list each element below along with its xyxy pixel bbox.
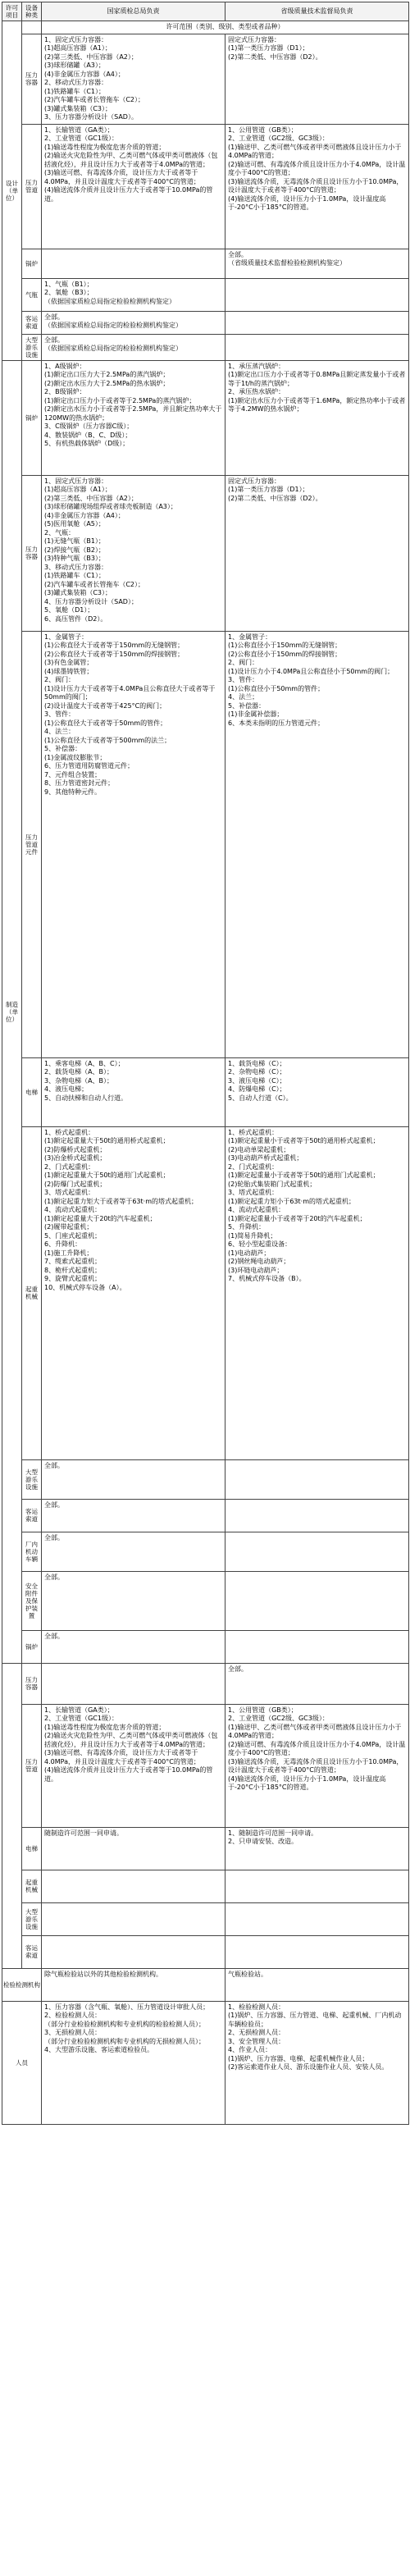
scope-line: 4、大型游乐设施、客运索道检验员。 xyxy=(44,2046,154,2053)
scope-line: 2、工业管道（GC2级、GC3级）： xyxy=(228,1715,329,1722)
provincial-cell xyxy=(226,124,409,249)
scope-line: 7、机械式停车设备（B）。 xyxy=(228,1275,306,1282)
scope-line: (1)额定起重量小于或者等于50t的通用桥式起重机； xyxy=(228,1137,380,1144)
scope-line: 4、流动式起重机： xyxy=(228,1206,285,1213)
scope-line: 1、乘客电梯（A、B、C）； xyxy=(44,1059,125,1067)
scope-line: (3)输送可燃、有毒流体介质，设计压力大于或者等于4.0MPa，并且设计温度大于或者等于400°C的管道； xyxy=(44,1749,200,1765)
scope-line: 2、移动式压力容器： xyxy=(44,79,108,86)
scope-line: (3)球形储罐现场组焊或者球壳板制造（A3）； xyxy=(44,503,177,510)
scope-line: 2、只申请安装、改造。 xyxy=(228,1838,298,1845)
scope-line: (5)医用氧舱（A5）； xyxy=(44,520,105,528)
scope-line: (4)输送流体介质，设计压力小于1.0MPa，设计温度高于-20°C小于185°C的管道。 xyxy=(228,1774,386,1791)
scope-line: (1)输送甲、乙类可燃气体或者甲类可燃液体且设计压力小于4.0MPa的管道； xyxy=(228,143,402,159)
scope-line: （部分行业检验检测机构和专业机构的无损检测人员）； xyxy=(44,2037,205,2045)
scope-line: 1、随制造许可范围一同申请。 xyxy=(228,1829,318,1837)
scope-line: 5、补偿器： xyxy=(44,745,82,752)
scope-line: (1)设计压力小于4.0MPa且公称直径小于50mm的阀门； xyxy=(228,667,394,675)
scope-line: (2)钢丝绳电动葫芦； xyxy=(228,1258,290,1265)
scope-line: 全部。 xyxy=(228,250,248,258)
project-inspection: 检验检测机构 xyxy=(2,1968,42,2001)
table-row xyxy=(2,1459,409,1499)
scope-line: 随制造许可范围一同申请。 xyxy=(44,1829,123,1837)
national-cell xyxy=(42,1935,226,1968)
header-national: 国家质检总局负责 xyxy=(42,2,226,21)
scope-line: 2、门式起重机： xyxy=(44,1162,95,1171)
scope-line: (2)第三类低、中压容器（A2）； xyxy=(44,494,138,502)
scope-line: (3)输送流体介质，无毒流体介质且设计压力小于10.0MPa，设计温度大于或者等于400°C的管道； xyxy=(228,1757,403,1774)
table-row xyxy=(2,21,409,34)
table-row xyxy=(2,1870,409,1902)
equipment-label: 锅炉 xyxy=(22,1630,42,1663)
equipment-label: 客运索道 xyxy=(22,1499,42,1532)
national-cell xyxy=(42,2001,226,2124)
scope-line: 1、固定式压力容器： xyxy=(44,35,108,43)
scope-header: 许可范围（类别、级别、类型或者品种） xyxy=(42,21,409,34)
scope-line: (1)施工升降机； xyxy=(44,1249,93,1257)
national-cell xyxy=(42,1499,226,1532)
scope-line: 6、轻小型起重设备： xyxy=(228,1240,292,1248)
scope-line: （依据国家质检总局指定的检验检测机构鉴定） xyxy=(44,322,182,329)
national-cell xyxy=(42,475,226,631)
equipment-label: 安全附件及保护装置 xyxy=(22,1571,42,1630)
scope-line: 3、管件： xyxy=(44,710,75,718)
scope-line: 1、检验检测人员： xyxy=(228,2003,285,2011)
table-row xyxy=(2,334,409,360)
table-row xyxy=(2,1827,409,1870)
scope-line: (1)超高压容器（A1）； xyxy=(44,486,112,493)
scope-line: 4、液压电梯； xyxy=(44,1085,89,1093)
table-row xyxy=(2,278,409,311)
scope-line: 全部。 xyxy=(44,1573,64,1581)
provincial-cell xyxy=(226,2001,409,2124)
scope-line: 1、桥式起重机： xyxy=(44,1128,95,1136)
scope-line: (1)铁路罐车（C1）； xyxy=(44,572,106,579)
scope-line: 3、杂物电梯（A、B）； xyxy=(44,1076,114,1085)
national-cell xyxy=(42,124,226,249)
scope-line: （依据国家质检总局指定的检验检测机构鉴定） xyxy=(44,345,182,352)
scope-line: (2)焊接气瓶（B2）； xyxy=(44,546,105,554)
scope-line: 1、长输管道（GA类）； xyxy=(44,1706,114,1714)
provincial-cell xyxy=(226,1499,409,1532)
scope-line: (2)第二类低、中压容器（D2）。 xyxy=(228,494,322,502)
provincial-cell xyxy=(226,1663,409,1704)
scope-line: 全部。 xyxy=(44,1500,64,1509)
national-cell xyxy=(42,1663,226,1704)
equipment-label: 厂内机动车辆 xyxy=(22,1532,42,1571)
scope-line: (1)额定起重力矩小于63t·m的塔式起重机； xyxy=(228,1197,355,1205)
provincial-cell xyxy=(226,1630,409,1663)
scope-line: (1)设计压力大于或者等于4.0MPa且公称直径大于或者等于50mm的阀门； xyxy=(44,684,216,701)
scope-line: 2、杂物电梯（C）； xyxy=(228,1068,286,1076)
table-row xyxy=(2,1057,409,1126)
national-cell xyxy=(42,334,226,360)
scope-line: (1)铁路罐车（C1）； xyxy=(44,87,106,95)
scope-line: 9、旋臂式起重机； xyxy=(44,1275,102,1282)
scope-line: (1)简易升降机； xyxy=(228,1231,277,1240)
scope-line: 1、固定式压力容器： xyxy=(44,477,108,485)
scope-line: 2、门式起重机： xyxy=(228,1162,279,1171)
scope-line: 4、流动式起重机： xyxy=(44,1206,102,1213)
scope-line: (1)输送甲、乙类可燃气体或者甲类可燃液体且设计压力小于4.0MPa的管道； xyxy=(228,1723,402,1739)
scope-line: (4)非金属压力容器（A4）； xyxy=(44,70,125,78)
table-row xyxy=(2,475,409,631)
scope-line: (2)防爆桥式起重机； xyxy=(44,1145,107,1153)
scope-line: (3)特种气瓶（B3）； xyxy=(44,555,105,562)
scope-line: 2、承压热水锅炉： xyxy=(228,388,285,395)
table-row xyxy=(2,1704,409,1827)
equipment-label: 压力管道元件 xyxy=(22,631,42,1057)
scope-line: (1)输送毒性程度为极度危害介质的管道； xyxy=(44,143,166,151)
national-cell xyxy=(42,1126,226,1459)
national-cell xyxy=(42,1704,226,1827)
scope-line: (2)设计温度大于或者等于425°C的阀门； xyxy=(44,701,166,710)
scope-line: 5、有机热载体锅炉（D级）； xyxy=(44,440,130,447)
scope-line: (3)输送可燃、有毒流体介质，设计压力大于或者等于4.0MPa，并且设计温度大于或者等于400°C的管道； xyxy=(44,169,200,185)
scope-line: 4、作业人员： xyxy=(228,2046,272,2053)
scope-line: 全部。 xyxy=(228,1665,248,1673)
national-cell xyxy=(42,1571,226,1630)
scope-line: (2)第三类低、中压容器（A2）； xyxy=(44,53,138,61)
scope-line: (2)轮胎式集装箱门式起重机； xyxy=(228,1180,317,1188)
scope-line: (3)环链电动葫芦； xyxy=(228,1266,284,1274)
scope-line: (4)输送流体介质，设计压力小于1.0MPa，设计温度高于-20°C小于185°C的管道。 xyxy=(228,194,386,211)
national-cell xyxy=(42,1968,226,2001)
equipment-label: 压力容器 xyxy=(22,475,42,631)
scope-line: 5、升降机： xyxy=(228,1223,266,1231)
scope-line: 2、无损检测人员： xyxy=(228,2029,285,2036)
scope-line: 2、载货电梯（A、B）； xyxy=(44,1068,114,1076)
national-cell xyxy=(42,1870,226,1902)
table-row xyxy=(2,1630,409,1663)
scope-line: 1、气瓶（B1）； xyxy=(44,280,93,288)
scope-line: 2、工业管道（GC1级）： xyxy=(44,135,118,142)
equipment-label: 锅炉 xyxy=(22,249,42,278)
header-provincial: 省级质量技术监督局负责 xyxy=(226,2,409,21)
provincial-cell xyxy=(226,334,409,360)
scope-line: 2、氧舱（B3）； xyxy=(44,289,93,296)
scope-line: (2)客运索道作业人员、游乐设施作业人员、安装人员。 xyxy=(228,2063,389,2071)
scope-line: （依据国家质检总局指定检验检测机构鉴定） xyxy=(44,297,175,305)
table-row xyxy=(2,311,409,334)
provincial-cell xyxy=(226,1870,409,1902)
scope-line: 固定式压力容器： xyxy=(228,477,280,485)
scope-line: (1)额定起重力矩大于或者等于63t·m的塔式起重机； xyxy=(44,1197,198,1205)
provincial-cell xyxy=(226,475,409,631)
scope-line: 3、C级锅炉（压力容器C级）； xyxy=(44,422,134,430)
scope-line: 1、桥式起重机： xyxy=(228,1128,279,1136)
scope-line: （省级质量技术监督检验检测机构鉴定） xyxy=(228,259,346,267)
national-cell xyxy=(42,1459,226,1499)
scope-line: 2、工业管道（GC2级、GC3级）： xyxy=(228,135,329,142)
scope-line: 固定式压力容器： xyxy=(228,35,280,43)
scope-line: 全部。 xyxy=(44,1461,64,1469)
equipment-label: 电梯 xyxy=(22,1057,42,1126)
provincial-cell xyxy=(226,360,409,475)
scope-line: 5、补偿器： xyxy=(228,701,266,710)
scope-line: 1、压力容器（含气瓶、氧舱）、压力管道设计审批人员； xyxy=(44,2003,210,2011)
scope-line: 5、自动人行道（C）。 xyxy=(228,1094,293,1102)
scope-line: (1)输送毒性程度为极度危害介质的管道； xyxy=(44,1723,166,1731)
equipment-label: 大型游乐设施 xyxy=(22,1902,42,1935)
table-row xyxy=(2,1499,409,1532)
national-cell xyxy=(42,34,226,124)
scope-line: 1、A级锅炉： xyxy=(44,362,86,370)
equipment-label: 压力容器 xyxy=(22,1663,42,1704)
equipment-label: 压力管道 xyxy=(22,1704,42,1827)
scope-line: (1)无缝气瓶（B1）； xyxy=(44,537,105,545)
scope-line: 3、液压电梯（C）； xyxy=(228,1076,286,1085)
scope-line: (2)输送可燃、有毒流体介质且设计压力小于4.0MPa，设计温度小于400°C的管道； xyxy=(228,1740,406,1756)
provincial-cell xyxy=(226,631,409,1057)
scope-line: (1)非金属补偿器； xyxy=(228,710,284,718)
scope-line: 4、法兰； xyxy=(228,693,259,701)
project-manufacture: 制造（单位） xyxy=(2,360,22,1663)
scope-line: 3、移动式压力容器： xyxy=(44,563,108,571)
equipment-label: 气瓶 xyxy=(22,278,42,311)
equipment-label: 压力容器 xyxy=(22,34,42,124)
scope-line: (1)超高压容器（A1）； xyxy=(44,44,112,52)
scope-line: (1)锅炉、压力容器、压力管道、电梯、起重机械、厂内机动车辆检验员； xyxy=(228,2012,402,2028)
scope-line: (3)输送流体介质，无毒流体介质且设计压力小于10.0MPa，设计温度大于或者等于400°C的管道； xyxy=(228,177,403,194)
scope-line: 3、管件： xyxy=(228,676,259,683)
national-cell xyxy=(42,249,226,278)
scope-line: 1、公用管道（GB类）； xyxy=(228,1706,298,1714)
provincial-cell xyxy=(226,311,409,334)
scope-line: 2、B级锅炉： xyxy=(44,388,86,395)
scope-line: 4、压力容器分析设计（SAD）； xyxy=(44,597,138,605)
table-row xyxy=(2,34,409,124)
scope-line: (2)履带起重机； xyxy=(44,1223,93,1231)
scope-line: (1)额定出口压力小于或者等于2.5MPa的蒸汽锅炉； xyxy=(44,396,196,404)
national-cell xyxy=(42,311,226,334)
scope-line: 全部。 xyxy=(44,1632,64,1640)
scope-line: 6、高压管件（D2）。 xyxy=(44,614,107,623)
scope-line: 4、法兰： xyxy=(44,728,75,735)
scope-line: 3、安全管理人员： xyxy=(228,2037,285,2045)
scope-line: 除气瓶检验站以外的其他检验检测机构。 xyxy=(44,1970,162,1978)
provincial-cell xyxy=(226,1935,409,1968)
scope-line: (2)额定出水压力大于2.5MPa的热水锅炉； xyxy=(44,379,170,387)
scope-line: (1)公称直径大于或者等于150mm的无缝钢管； xyxy=(44,642,184,649)
national-cell xyxy=(42,1532,226,1571)
scope-line: 3、塔式起重机： xyxy=(44,1189,95,1196)
scope-line: 10、机械式停车设备（A）。 xyxy=(44,1283,126,1291)
scope-line: 3、压力容器分析设计（SAD）。 xyxy=(44,113,138,121)
equipment-label: 压力管道 xyxy=(22,124,42,249)
scope-line: 全部。 xyxy=(44,1533,64,1541)
scope-line: (2)输送可燃、有毒流体介质且设计压力小于4.0MPa，设计温度小于400°C的管道； xyxy=(228,160,406,176)
provincial-cell xyxy=(226,278,409,311)
scope-line: 1、金属管子： xyxy=(228,633,272,641)
scope-line: (2)输送火灾危险性为甲、乙类可燃气体或甲类可燃液体（包括液化烃），并且设计压力大于或者等于4.0MPa的管道； xyxy=(44,152,218,168)
equipment-label: 客运索道 xyxy=(22,1935,42,1968)
scope-line: (1)公称直径小于50mm的管件； xyxy=(228,684,325,692)
scope-line: (1)额定出水压力小于或者等于1.6MPa，额定热功率小于或者等于4.2MW的热水锅炉； xyxy=(228,396,406,413)
scope-line: (2)公称直径小于150mm的焊接钢管； xyxy=(228,650,342,658)
table-row xyxy=(2,1532,409,1571)
scope-line: 3、无损检测人员： xyxy=(44,2029,102,2036)
scope-line: (1)公称直径大于或者等于500mm的法兰； xyxy=(44,736,171,744)
scope-line: 8、桅杆式起重机； xyxy=(44,1266,102,1274)
equipment-label: 锅炉 xyxy=(22,360,42,475)
scope-line: (3)罐式集装箱（C3）； xyxy=(44,104,112,112)
scope-line: 全部。 xyxy=(44,336,64,344)
scope-line: 4、防爆电梯（C）； xyxy=(228,1085,286,1093)
table-row xyxy=(2,2001,409,2124)
scope-line: (3)罐式集装箱（C3）； xyxy=(44,589,112,596)
national-cell xyxy=(42,1827,226,1870)
scope-line: 7、元件组合装置； xyxy=(44,770,102,779)
scope-line: 5、门座式起重机； xyxy=(44,1231,102,1240)
scope-line: (1)额定起重量大于50t的通用桥式起重机； xyxy=(44,1137,170,1144)
table-row xyxy=(2,1571,409,1630)
scope-line: (3)有色金属管； xyxy=(44,659,93,666)
table-row xyxy=(2,631,409,1057)
scope-line: (1)锅炉、压力容器、电梯、起重机械作业人员； xyxy=(228,2054,369,2062)
scope-line: (1)第一类压力容器（D1）； xyxy=(228,44,309,52)
provincial-cell xyxy=(226,1902,409,1935)
scope-line: (2)汽车罐车或者长管拖车（C2）； xyxy=(44,96,145,103)
scope-line: 全部。 xyxy=(44,313,64,321)
scope-line: 5、氧舱（D1）； xyxy=(44,606,94,614)
scope-line: (2)输送火灾危险性为甲、乙类可燃气体或甲类可燃液体（包括液化烃），并且设计压力大于或者等于4.0MPa的管道； xyxy=(44,1732,218,1748)
table-row xyxy=(2,360,409,475)
provincial-cell xyxy=(226,1126,409,1459)
scope-line: 4、散装锅炉（B、C、D级）； xyxy=(44,431,132,439)
scope-line: (4)非金属压力容器（A4）； xyxy=(44,511,125,519)
equipment-label: 客运索道 xyxy=(22,311,42,334)
scope-line: 2、气瓶： xyxy=(44,528,75,537)
table-row xyxy=(2,124,409,249)
scope-line: (4)球墨铸铁管； xyxy=(44,667,93,675)
scope-line: (3)冶金桥式起重机； xyxy=(44,1154,107,1162)
scope-line: 气瓶检验站。 xyxy=(228,1970,267,1978)
scope-line: 1、承压蒸汽锅炉： xyxy=(228,362,285,370)
table-row xyxy=(2,1126,409,1459)
equipment-label: 起重机械 xyxy=(22,1126,42,1459)
provincial-cell xyxy=(226,34,409,124)
national-cell xyxy=(42,631,226,1057)
provincial-cell xyxy=(226,1532,409,1571)
table-row xyxy=(2,1663,409,1704)
scope-line: 2、阀门： xyxy=(44,676,75,683)
table-row xyxy=(2,1902,409,1935)
scope-line: (2)汽车罐车或者长管拖车（C2）； xyxy=(44,580,145,588)
scope-line: (3)球形储罐（A3）； xyxy=(44,62,105,69)
scope-line: (1)额定起重量小于或者等于50t的通用门式起重机； xyxy=(228,1172,380,1179)
provincial-cell xyxy=(226,1704,409,1827)
scope-line: (1)第一类压力容器（D1）； xyxy=(228,486,309,493)
provincial-cell xyxy=(226,1968,409,2001)
scope-line: (1)额定出口压力小于或者等于0.8MPa且额定蒸发量小于或者等于1t/h的蒸汽锅炉； xyxy=(228,371,406,387)
table-row xyxy=(2,1935,409,1968)
scope-line: (1)额定起重量小于或者等于20t的汽车起重机； xyxy=(228,1214,367,1222)
national-cell xyxy=(42,1630,226,1663)
scope-line: (1)额定出口压力大于2.5MPa的蒸汽锅炉； xyxy=(44,371,170,378)
national-cell xyxy=(42,1902,226,1935)
national-cell xyxy=(42,360,226,475)
scope-line: 6、本类未指明的压力管道元件； xyxy=(228,719,325,727)
scope-line: 2、检验检测人员： xyxy=(44,2012,102,2019)
scope-line: (2)电动单梁起重机； xyxy=(228,1145,290,1153)
equipment-label: 大型游乐设施 xyxy=(22,1459,42,1499)
project-personnel: 人员 xyxy=(2,2001,42,2124)
scope-line: 8、压力管道密封元件； xyxy=(44,779,115,787)
scope-line: (1)额定起重量大于20t的汽车起重机； xyxy=(44,1214,157,1222)
equipment-label: 电梯 xyxy=(22,1827,42,1870)
provincial-cell xyxy=(226,1571,409,1630)
scope-line: (1)金属波纹膨胀节； xyxy=(44,753,107,761)
scope-line: 2、工业管道（GC1级）： xyxy=(44,1715,118,1722)
scope-line: 1、金属管子： xyxy=(44,633,89,641)
scope-line: 9、其他特种元件。 xyxy=(44,788,102,796)
scope-line: (1)电动葫芦； xyxy=(228,1249,271,1257)
equipment-label: 起重机械 xyxy=(22,1870,42,1902)
table-row xyxy=(2,249,409,278)
provincial-cell xyxy=(226,1057,409,1126)
scope-line: (1)额定起重量大于50t的通用门式起重机； xyxy=(44,1172,170,1179)
provincial-cell xyxy=(226,1459,409,1499)
header-equipment: 设备种类 xyxy=(22,2,42,21)
provincial-cell xyxy=(226,1827,409,1870)
table-row xyxy=(2,1968,409,2001)
scope-line: (4)输送流体介质并且设计压力大于或者等于10.0MPa的管道。 xyxy=(44,186,213,203)
scope-line: 1、公用管道（GB类）； xyxy=(228,126,298,134)
scope-line: 6、升降机： xyxy=(44,1240,82,1248)
header-project: 许可项目 xyxy=(2,2,22,21)
scope-line: (2)第二类低、中压容器（D2）。 xyxy=(228,53,322,61)
provincial-cell xyxy=(226,249,409,278)
national-cell xyxy=(42,278,226,311)
permit-scope-table xyxy=(2,2,409,2125)
scope-line: (1)公称直径大于或者等于50mm的管件； xyxy=(44,719,167,727)
scope-line: 3、塔式起重机： xyxy=(228,1189,279,1196)
scope-line: 7、缆索式起重机； xyxy=(44,1258,102,1265)
scope-line: 2、阀门： xyxy=(228,659,259,666)
scope-line: (4)输送流体介质并且设计压力大于或者等于10.0MPa的管道。 xyxy=(44,1766,213,1783)
scope-line: 6、压力管道用防腐管道元件； xyxy=(44,762,134,770)
scope-line: 5、自动扶梯和自动人行道。 xyxy=(44,1094,128,1102)
scope-line: (2)额定出水压力小于或者等于2.5MPa，并且额定热功率大于120MW的热水锅炉； xyxy=(44,405,222,422)
national-cell xyxy=(42,1057,226,1126)
scope-line: 1、长输管道（GA类）； xyxy=(44,126,114,134)
table-header-row xyxy=(2,2,409,21)
project-design: 设计（单位） xyxy=(2,21,22,361)
scope-line: (3)电动葫芦桥式起重机； xyxy=(228,1154,303,1162)
scope-line: （部分行业检验检测机构和专业机构的检验检测人员）； xyxy=(44,2020,205,2028)
scope-line: (2)公称直径大于或者等于150mm的焊接钢管； xyxy=(44,650,184,658)
equipment-label: 大型游乐设施 xyxy=(22,334,42,360)
scope-line: (1)公称直径小于150mm的无缝钢管； xyxy=(228,642,342,649)
scope-line: (2)防爆门式起重机； xyxy=(44,1180,107,1188)
scope-line: 1、载货电梯（C）； xyxy=(228,1059,286,1067)
